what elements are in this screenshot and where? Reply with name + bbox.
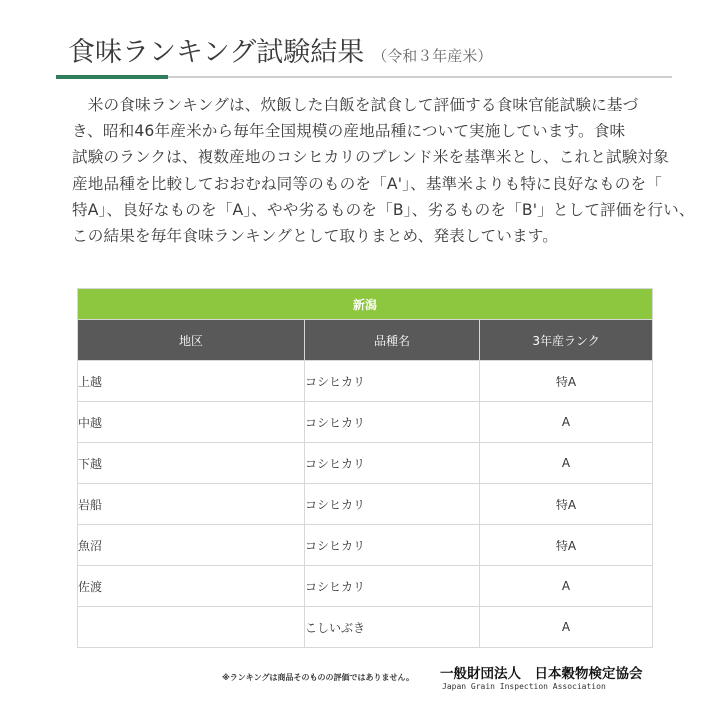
title-divider [56,76,672,78]
intro-line: き、昭和46年産米から毎年全国規模の産地品種について実施しています。食味 [72,122,626,141]
variety-cell: コシヒカリ [305,525,480,566]
table-row [78,484,653,525]
region-cell: 下越 [78,443,305,484]
table-caption-row [78,289,653,320]
rank-cell: A [480,566,653,607]
title-main: 食味ランキング試験結果 [68,37,365,68]
variety-cell: こしいぶき [305,607,480,648]
title-divider-accent [56,75,168,79]
table-row [78,443,653,484]
column-header-region: 地区 [78,320,305,361]
organization-name-english: Japan Grain Inspection Association [442,682,606,691]
table-row [78,402,653,443]
organization-name: 一般財団法人 日本穀物検定協会 [440,666,643,682]
table-header-row [78,320,653,361]
region-cell: 魚沼 [78,525,305,566]
ranking-table-container [77,288,652,648]
table-row [78,607,653,648]
variety-cell: コシヒカリ [305,402,480,443]
column-header-variety: 品種名 [305,320,480,361]
table-row [78,361,653,402]
region-cell [78,607,305,648]
intro-line [72,92,662,118]
rank-cell: 特A [480,484,653,525]
variety-cell: コシヒカリ [305,361,480,402]
table-caption-prefecture: 新潟 [78,289,653,320]
region-cell: 岩船 [78,484,305,525]
rank-cell: 特A [480,525,653,566]
disclaimer-note: ※ランキングは商品そのものの評価ではありません。 [222,673,415,682]
intro-paragraph [72,92,695,249]
intro-line: この結果を毎年食味ランキングとして取りまとめ、発表しています。 [72,227,559,246]
ranking-table [77,288,653,648]
rank-cell: 特A [480,361,653,402]
rank-cell: A [480,402,653,443]
column-header-rank: 3年産ランク [480,320,653,361]
intro-line: 産地品種を比較しておおむね同等のものを「A'」、基準米よりも特に良好なものを「 [72,174,662,193]
table-row [78,525,653,566]
intro-line-text: 米の食味ランキングは、炊飯した白飯を試食して評価する食味官能試験に基づ [87,96,639,114]
variety-cell: コシヒカリ [305,484,480,525]
intro-line: 試験のランクは、複数産地のコシヒカリのブレンド米を基準米とし、これと試験対象 [72,148,669,167]
intro-indent [72,96,88,114]
title-subtitle: （令和３年産米） [372,47,493,65]
rank-cell: A [480,607,653,648]
region-cell: 中越 [78,402,305,443]
rank-cell: A [480,443,653,484]
variety-cell: コシヒカリ [305,443,480,484]
table-row [78,566,653,607]
region-cell: 佐渡 [78,566,305,607]
page-title [68,30,492,69]
region-cell: 上越 [78,361,305,402]
variety-cell: コシヒカリ [305,566,480,607]
intro-line: 特A」、良好なものを「A」、やや劣るものを「B」、劣るものを「B'」として評価を行い、 [72,200,695,219]
